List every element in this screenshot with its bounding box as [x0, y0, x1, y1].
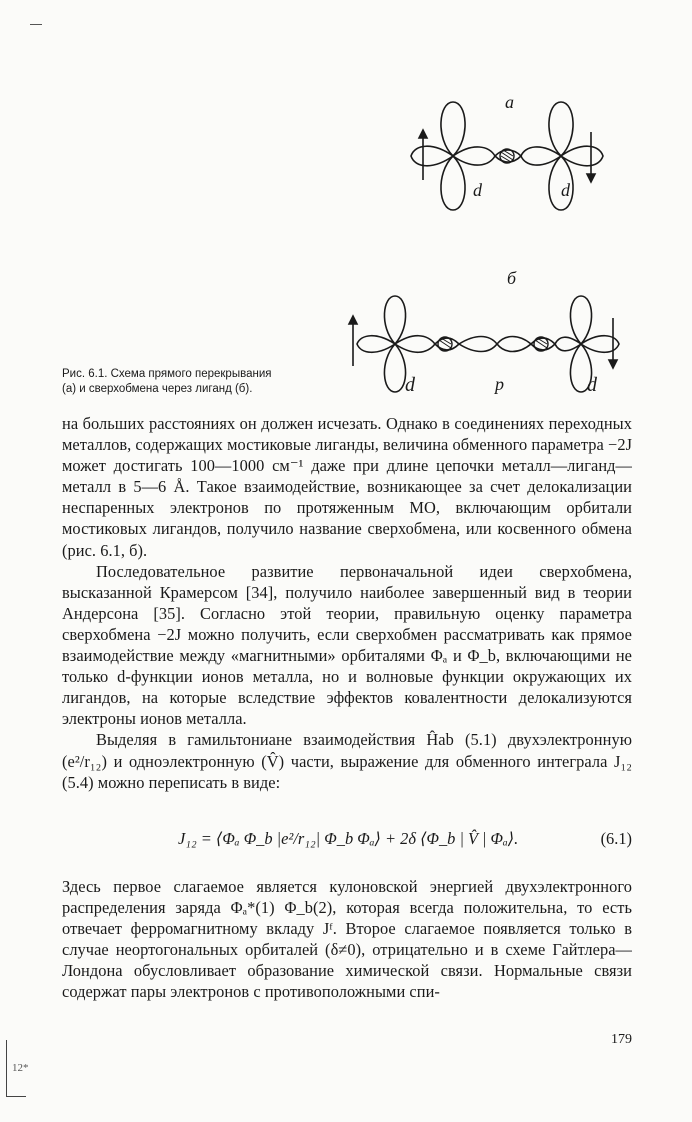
- figure-label-b: б: [507, 268, 517, 288]
- page-number: 179: [611, 1032, 632, 1047]
- paragraph-1: на больших расстояниях он должен исчезать. Однако в соединениях переходных металлов, содержащих мостиковые лиганды, величина обменного параметра −2J может достигать 100—1000 см⁻¹ даже при длине цепочки металл—лиганд—металл в 5—6 Å. Такое взаимодействие, возникающее за счет делокализации неспаренных электронов по протяженным МО, включающим орбитали мостиковых лигандов, получило название сверхобмена, или косвенного обмена (рис. 6.1, б).: [62, 414, 632, 560]
- body-text-upper: [62, 413, 632, 793]
- figure-label-d-right-a: d: [561, 180, 570, 200]
- figure-label-d-left-a: d: [473, 180, 482, 200]
- page-edge-corner: [6, 1096, 26, 1097]
- orbital-diagram: [335, 90, 635, 410]
- paragraph-2: Последовательное развитие первоначальной идеи сверхобмена, высказанной Крамерсом [34], получило наиболее завершенный вид в теории Андерсона [35]. Согласно этой теории, правильную оценку параметра сверхобмена −2J можно получить, если сверхобмен рассматривать как прямое взаимодействие между «магнитными» орбиталями Φₐ и Φ_b, включающими не только d-функции ионов металла, но и волновые функции окружающих их лигандов, на которые вследствие эффектов ковалентности делокализуются электроны ионов металла.: [62, 561, 632, 729]
- page-edge-line: [6, 1040, 7, 1096]
- signature-mark: 12*: [12, 1062, 29, 1074]
- figure-6-1: [335, 90, 635, 410]
- figure-label-a: a: [505, 92, 514, 112]
- caption-line-1: Рис. 6.1. Схема прямого перекрывания: [62, 368, 272, 380]
- figure-label-d-right-b: d: [587, 374, 597, 396]
- figure-label-p-b: p: [495, 374, 504, 394]
- corner-mark: [30, 24, 42, 25]
- paragraph-4: Здесь первое слагаемое является кулоновской энергией двухэлектронного распределения заряда Φₐ*(1) Φ_b(2), которая всегда положительна, то есть отвечает ферромагнитному вкладу Jᶠ. Второе слагаемое появляется только в случае неортогональных орбиталей (δ≠0), отрицательно и в схеме Гайтлера—Лондона обусловливает образование химической связи. Нормальные связи содержат пары электронов с противоположными спи-: [62, 877, 632, 1002]
- figure-caption: [62, 367, 334, 397]
- equation-6-1: [62, 829, 632, 851]
- paragraph-3: Выделяя в гамильтониане взаимодействия Ĥab (5.1) двухэлектронную (e²/r₁₂) и одноэлектронную (V̂) части, выражение для обменного интеграла J₁₂ (5.4) можно переписать в виде:: [62, 730, 632, 792]
- caption-line-2: (а) и сверхобмена через лиганд (б).: [62, 383, 253, 395]
- figure-label-d-left-b: d: [405, 374, 415, 396]
- equation-body: J₁₂ = ⟨Φₐ Φ_b |e²/r₁₂| Φ_b Φₐ⟩ + 2δ ⟨Φ_b | V̂ | Φₐ⟩.: [178, 829, 519, 848]
- diagram-a: [411, 102, 603, 210]
- equation-number: (6.1): [600, 829, 632, 848]
- diagram-b: [349, 296, 619, 392]
- body-text-lower: [62, 876, 632, 1003]
